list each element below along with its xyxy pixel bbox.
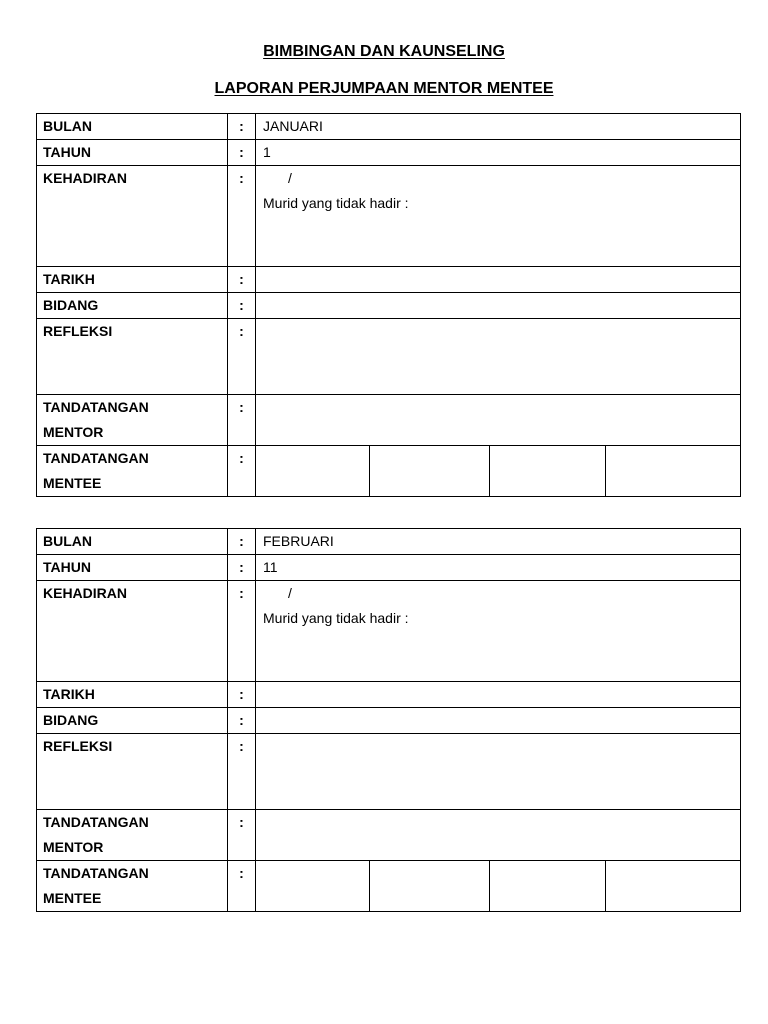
- label-bidang: BIDANG: [37, 293, 228, 319]
- absent-students-label: Murid yang tidak hadir :: [263, 610, 409, 626]
- colon: :: [228, 555, 256, 581]
- label-refleksi: REFLEKSI: [37, 734, 228, 810]
- label-tarikh: TARIKH: [37, 682, 228, 708]
- label-bulan: BULAN: [37, 114, 228, 140]
- label-kehadiran: KEHADIRAN: [37, 581, 228, 682]
- colon: :: [228, 267, 256, 293]
- meeting-form-1: [36, 113, 741, 497]
- value-tahun: 11: [256, 555, 741, 581]
- value-bidang[interactable]: [256, 708, 741, 734]
- mentee-signature-box[interactable]: [256, 861, 370, 911]
- mentee-signature-box[interactable]: [490, 861, 607, 911]
- colon: :: [228, 810, 256, 861]
- colon: :: [228, 734, 256, 810]
- label-kehadiran: KEHADIRAN: [37, 166, 228, 267]
- colon: :: [228, 682, 256, 708]
- label-tandatangan-mentee: [37, 446, 228, 497]
- colon: :: [228, 395, 256, 446]
- value-bulan: FEBRUARI: [256, 529, 741, 555]
- value-refleksi[interactable]: [256, 734, 741, 810]
- mentee-signature-box[interactable]: [606, 861, 740, 911]
- value-tarikh[interactable]: [256, 682, 741, 708]
- label-tandatangan-mentee: [37, 861, 228, 912]
- label-tahun: TAHUN: [37, 555, 228, 581]
- value-kehadiran: [256, 581, 741, 682]
- value-bidang[interactable]: [256, 293, 741, 319]
- value-bulan: JANUARI: [256, 114, 741, 140]
- colon: :: [228, 166, 256, 267]
- value-tarikh[interactable]: [256, 267, 741, 293]
- label-line: MENTOR: [43, 839, 104, 855]
- colon: :: [228, 529, 256, 555]
- attendance-separator: /: [288, 585, 292, 601]
- colon: :: [228, 293, 256, 319]
- colon: :: [228, 861, 256, 912]
- value-mentor-signature[interactable]: [256, 810, 741, 861]
- label-line: MENTEE: [43, 890, 102, 906]
- mentee-signature-box[interactable]: [256, 446, 370, 496]
- value-refleksi[interactable]: [256, 319, 741, 395]
- colon: :: [228, 581, 256, 682]
- colon: :: [228, 446, 256, 497]
- absent-students-label: Murid yang tidak hadir :: [263, 195, 409, 211]
- label-line: TANDATANGAN: [43, 814, 149, 830]
- mentee-signature-boxes: [256, 861, 741, 912]
- label-line: TANDATANGAN: [43, 399, 149, 415]
- label-bidang: BIDANG: [37, 708, 228, 734]
- mentee-signature-box[interactable]: [370, 861, 490, 911]
- value-kehadiran: [256, 166, 741, 267]
- label-line: MENTOR: [43, 424, 104, 440]
- mentee-signature-box[interactable]: [606, 446, 740, 496]
- colon: :: [228, 114, 256, 140]
- label-tahun: TAHUN: [37, 140, 228, 166]
- label-line: TANDATANGAN: [43, 865, 149, 881]
- mentee-signature-box[interactable]: [490, 446, 607, 496]
- colon: :: [228, 140, 256, 166]
- document-subtitle: LAPORAN PERJUMPAAN MENTOR MENTEE: [214, 80, 554, 97]
- value-mentor-signature[interactable]: [256, 395, 741, 446]
- value-tahun: 1: [256, 140, 741, 166]
- label-refleksi: REFLEKSI: [37, 319, 228, 395]
- attendance-separator: /: [288, 170, 292, 186]
- label-line: TANDATANGAN: [43, 450, 149, 466]
- colon: :: [228, 708, 256, 734]
- label-line: MENTEE: [43, 475, 102, 491]
- colon: :: [228, 319, 256, 395]
- document-title: BIMBINGAN DAN KAUNSELING: [263, 43, 505, 60]
- label-tarikh: TARIKH: [37, 267, 228, 293]
- mentee-signature-box[interactable]: [370, 446, 490, 496]
- meeting-form-2: [36, 528, 741, 912]
- label-tandatangan-mentor: [37, 395, 228, 446]
- label-bulan: BULAN: [37, 529, 228, 555]
- mentee-signature-boxes: [256, 446, 741, 497]
- label-tandatangan-mentor: [37, 810, 228, 861]
